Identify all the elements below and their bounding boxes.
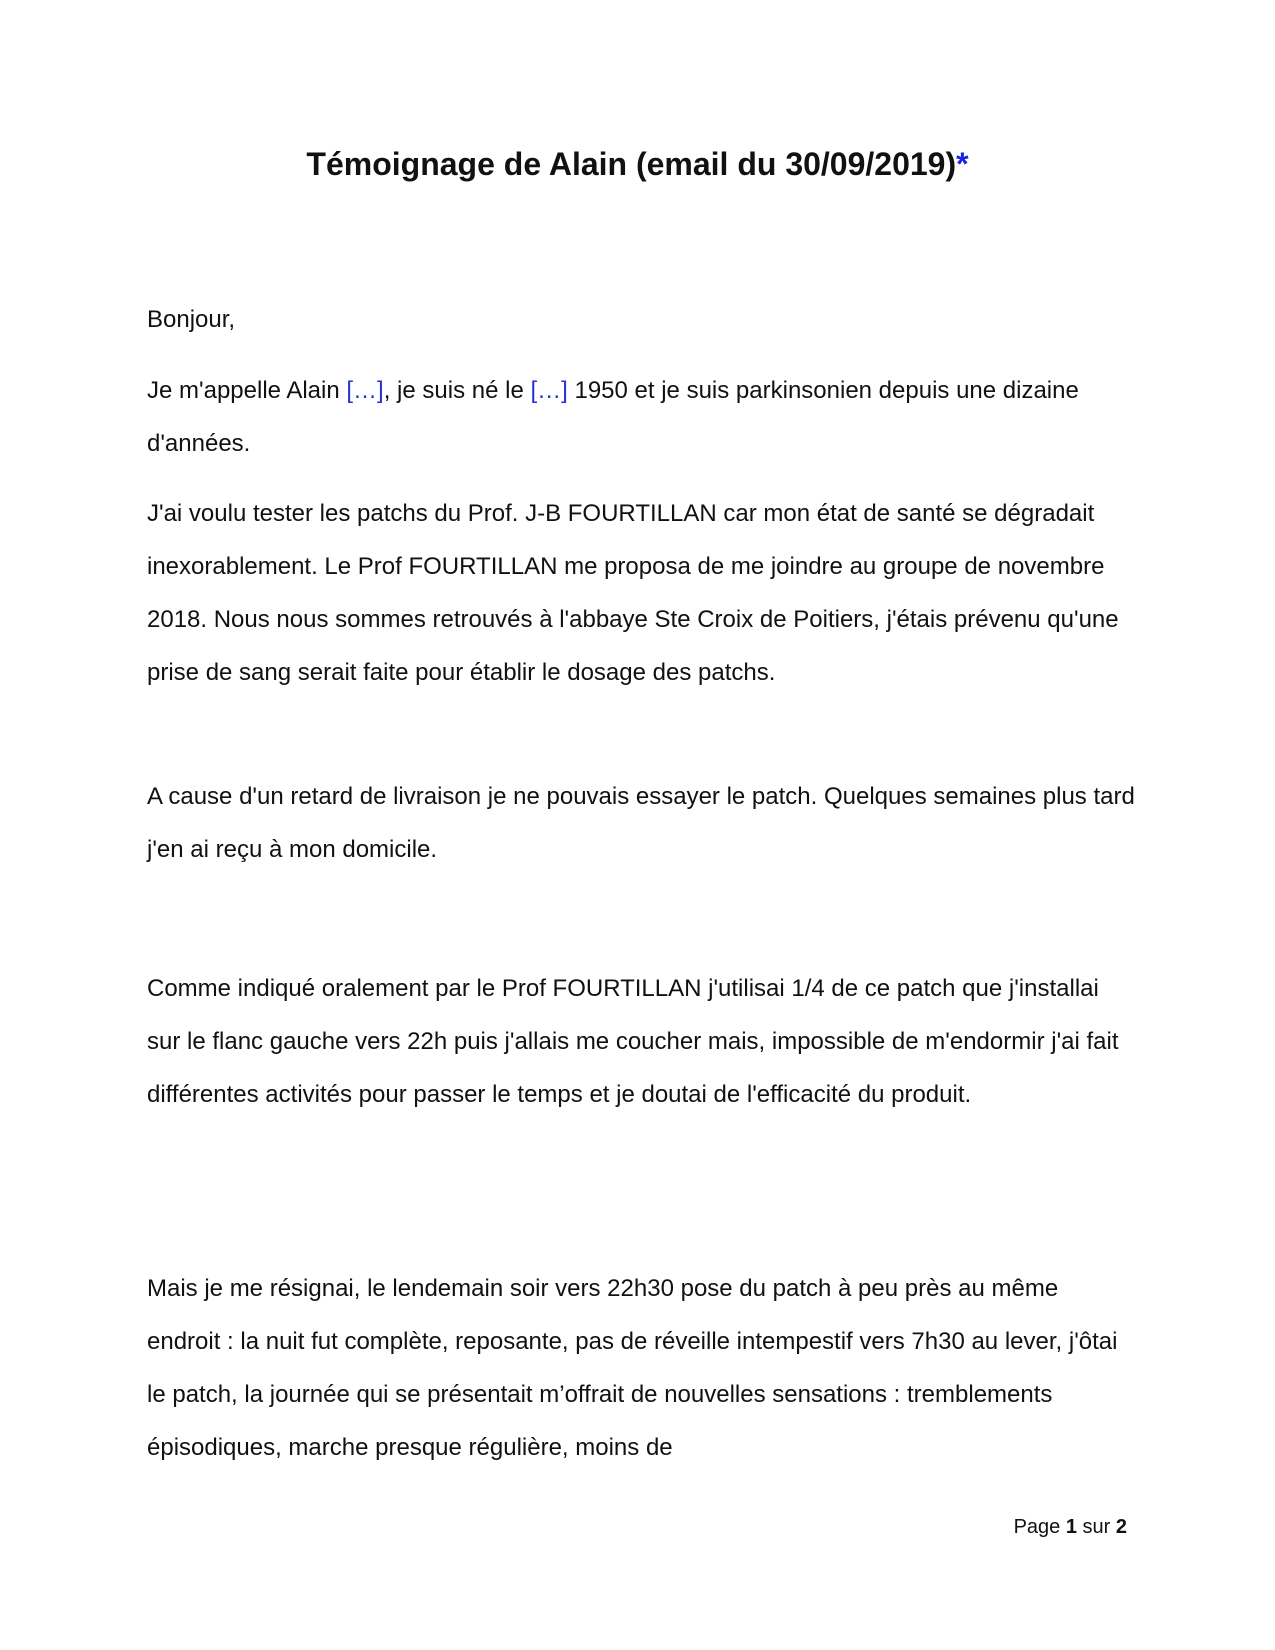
delivery-paragraph: A cause d'un retard de livraison je ne pouvais essayer le patch. Quelques semaines plus tard j'en ai reçu à mon domicile. [147,783,1135,863]
intro-text-3: 1950 et je suis parkinsonien depuis une dizaine d'années. [147,377,1079,457]
title-footnote-marker: * [956,146,969,182]
page-separator: sur [1076,1516,1116,1538]
title-text: Témoignage de Alain (email du 30/09/2019) [306,146,957,182]
intro-text-1: Je m'appelle Alain [147,377,347,404]
patch-test-paragraph: J'ai voulu tester les patchs du Prof. J-B FOURTILLAN car mon état de santé se dégradait inexorablement. Le Prof FOURTILLAN me proposa de me joindre au groupe de novembre 2018. Nous nous sommes retrouvés à l'abbaye Ste Croix de Poitiers, j'étais prévenu qu'une prise de sang serait faite pour établir le dosage des patchs. [147,500,1119,686]
page-label: Page [1013,1516,1066,1538]
elided-marker-surname: […] [346,377,384,404]
second-use-paragraph: Mais je me résignai, le lendemain soir vers 22h30 pose du patch à peu près au même endroit : la nuit fut complète, reposante, pas de réveille intempestif vers 7h30 au lever, j'ôtai le patch, la journée qui se présentait m’offrait de nouvelles sensations : tremblements épisodiques, marche presque régulière, moins de [147,1275,1118,1461]
page-title [0,146,1275,183]
current-page-number: 1 [1065,1516,1077,1538]
first-use-paragraph: Comme indiqué oralement par le Prof FOURTILLAN j'utilisai 1/4 de ce patch que j'installai sur le flanc gauche vers 22h puis j'allais me coucher mais, impossible de m'endormir j'ai fait différentes activités pour passer le temps et je doutai de l'efficacité du produit. [147,975,1119,1108]
elided-marker-birthdate: […] [530,377,568,404]
page-number-footer [1014,1516,1127,1539]
total-page-number: 2 [1115,1516,1127,1538]
intro-paragraph [147,364,1137,470]
intro-text-2: , je suis né le [383,377,531,404]
greeting-paragraph: Bonjour, [147,306,236,333]
